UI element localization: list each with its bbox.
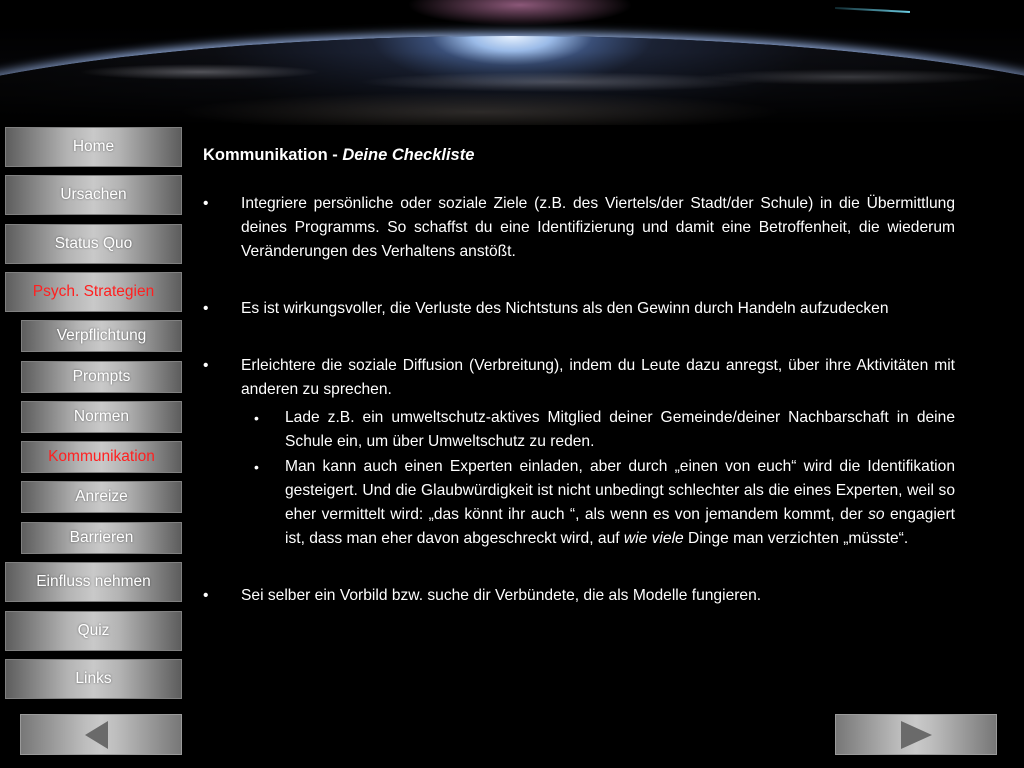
nav-einfluss-nehmen-button[interactable] (5, 562, 182, 602)
nav-kommunikation-button[interactable] (21, 441, 182, 473)
checklist-item (203, 354, 955, 551)
checklist-item-text: Integriere persönliche oder soziale Ziele (z.B. des Viertels/der Stadt/der Schule) in die Übermittlung deines Programms. So schaffst du eine Identifizierung und damit eine Betroffenheit, die wiederum Veränderungen des Verhaltens anstößt. (241, 195, 955, 260)
nav-einfluss-nehmen-label: Einfluss nehmen (36, 573, 151, 590)
checklist-subitem-text-a: Man kann auch einen Experten einladen, aber durch „einen von euch“ wird die Identifikation gesteigert. Und die Glaubwürdigkeit ist nicht unbedingt schlechter als die eines Experten, weil so eher vermittelt wird: „das könnt ihr auch “, als wenn es von jemandem kommt, der (285, 458, 955, 523)
nav-quiz-button[interactable] (5, 611, 182, 651)
nav-anreize-button[interactable] (21, 481, 182, 513)
nav-ursachen-button[interactable] (5, 175, 182, 215)
nav-quiz-label: Quiz (77, 622, 110, 639)
page-title (203, 143, 955, 167)
checklist-subitem-emph-wie-viele: wie viele (623, 530, 684, 547)
nav-barrieren-button[interactable] (21, 522, 182, 554)
nav-home-label: Home (72, 138, 115, 155)
checklist-item (203, 192, 955, 264)
earth-horizon-banner (0, 0, 1024, 125)
checklist-subitem-text: Lade z.B. ein umweltschutz-aktives Mitglied deiner Gemeinde/deiner Nachbarschaft in deine Schule ein, um über Umweltschutz zu reden. (285, 409, 955, 450)
checklist-subitem (241, 455, 955, 551)
nav-verpflichtung-button[interactable] (21, 320, 182, 352)
nav-psych-strategien-button[interactable] (5, 272, 182, 312)
nav-ursachen-label: Ursachen (60, 186, 127, 203)
checklist-item-text: Sei selber ein Vorbild bzw. suche dir Verbündete, die als Modelle fungieren. (241, 587, 762, 604)
checklist-item (203, 297, 955, 321)
checklist-subitem-text-b: engagiert ist, dass man eher davon abgeschreckt wird, auf (285, 506, 956, 547)
nav-home-button[interactable] (5, 127, 182, 167)
checklist-item-text: Erleichtere die soziale Diffusion (Verbreitung), indem du Leute dazu anregst, über ihre Aktivitäten mit anderen zu sprechen. (241, 357, 955, 398)
earth-clouds (0, 52, 1024, 125)
nav-anreize-label: Anreize (75, 488, 128, 505)
checklist-item-text: Es ist wirkungsvoller, die Verluste des Nichtstuns als den Gewinn durch Handeln aufzudecken (241, 300, 889, 317)
nav-status-quo-label: Status Quo (54, 235, 133, 252)
nav-kommunikation-label: Kommunikation (48, 448, 155, 465)
nav-links-button[interactable] (5, 659, 182, 699)
checklist-item (203, 584, 955, 608)
checklist (203, 192, 955, 608)
nav-normen-button[interactable] (21, 401, 182, 433)
nav-verpflichtung-label: Verpflichtung (56, 327, 147, 344)
checklist-subitem-text-c: Dinge man verzichten „müsste“. (683, 530, 909, 547)
nav-normen-label: Normen (73, 408, 130, 425)
arrow-right-icon (836, 715, 998, 756)
nav-psych-strategien-label: Psych. Strategien (32, 283, 155, 300)
checklist-subitem-emph-so: so (868, 506, 885, 523)
checklist-subitem (241, 406, 955, 454)
checklist-sublist (241, 406, 955, 551)
next-slide-button[interactable] (835, 714, 997, 755)
nav-barrieren-label: Barrieren (69, 529, 134, 546)
page-title-main: Kommunikation - (203, 146, 343, 164)
nav-status-quo-button[interactable] (5, 224, 182, 264)
nav-links-label: Links (75, 670, 112, 687)
previous-slide-button[interactable] (20, 714, 182, 755)
nav-prompts-label: Prompts (72, 368, 131, 385)
nav-prompts-button[interactable] (21, 361, 182, 393)
arrow-left-icon (21, 715, 183, 756)
page-title-italic: Deine Checkliste (342, 146, 475, 164)
main-content (203, 143, 955, 641)
